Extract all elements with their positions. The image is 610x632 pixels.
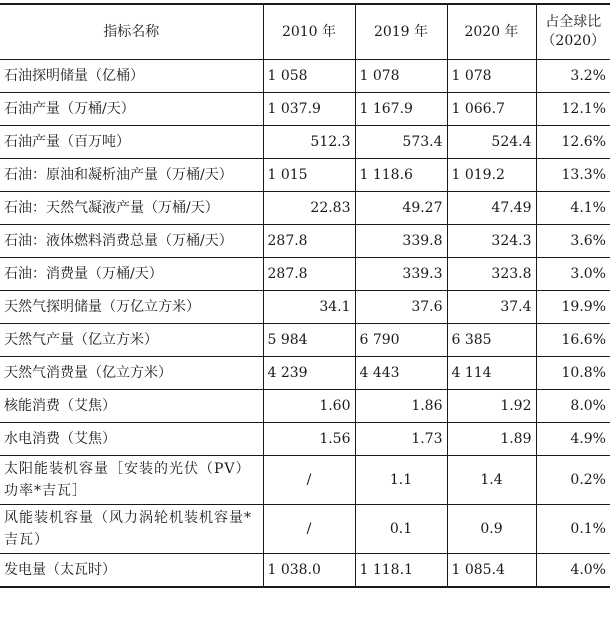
table-row xyxy=(0,60,610,93)
value-2020: 1.89 xyxy=(447,423,536,456)
row-name: 石油：原油和凝析油产量（万桶/天） xyxy=(0,159,263,192)
value-2020: 323.8 xyxy=(447,258,536,291)
row-name: 石油探明储量（亿桶） xyxy=(0,60,263,93)
value-share: 12.1% xyxy=(536,93,610,126)
value-share: 0.2% xyxy=(536,456,610,505)
value-2010: 287.8 xyxy=(263,258,355,291)
value-2019: 4 443 xyxy=(355,357,447,390)
table-row xyxy=(0,159,610,192)
value-2010: 1 058 xyxy=(263,60,355,93)
value-2019: 1.86 xyxy=(355,390,447,423)
value-share: 10.8% xyxy=(536,357,610,390)
value-2010: 1 038.0 xyxy=(263,554,355,588)
row-name: 核能消费（艾焦） xyxy=(0,390,263,423)
value-2020: 37.4 xyxy=(447,291,536,324)
value-2010: 1.60 xyxy=(263,390,355,423)
row-name: 石油：消费量（万桶/天） xyxy=(0,258,263,291)
value-2020: 1 085.4 xyxy=(447,554,536,588)
value-2020: 524.4 xyxy=(447,126,536,159)
energy-indicators-table xyxy=(0,3,610,588)
table-row xyxy=(0,192,610,225)
value-2010: / xyxy=(263,456,355,505)
value-2010: 34.1 xyxy=(263,291,355,324)
value-2020: 0.9 xyxy=(447,505,536,554)
value-2019: 37.6 xyxy=(355,291,447,324)
table-row xyxy=(0,554,610,588)
value-share: 3.2% xyxy=(536,60,610,93)
value-2019: 339.8 xyxy=(355,225,447,258)
value-2020: 1 066.7 xyxy=(447,93,536,126)
table-row xyxy=(0,93,610,126)
table-header-row xyxy=(0,4,610,60)
header-year-2019: 2019 年 xyxy=(355,4,447,60)
value-share: 16.6% xyxy=(536,324,610,357)
table-row xyxy=(0,225,610,258)
value-2020: 1.92 xyxy=(447,390,536,423)
value-share: 4.9% xyxy=(536,423,610,456)
value-2019: 573.4 xyxy=(355,126,447,159)
header-year-2020: 2020 年 xyxy=(447,4,536,60)
value-2020: 1.4 xyxy=(447,456,536,505)
table-row xyxy=(0,126,610,159)
row-name: 天然气探明储量（万亿立方米） xyxy=(0,291,263,324)
value-2019: 0.1 xyxy=(355,505,447,554)
value-2010: 1 015 xyxy=(263,159,355,192)
row-name: 石油：天然气凝液产量（万桶/天） xyxy=(0,192,263,225)
row-name: 天然气消费量（亿立方米） xyxy=(0,357,263,390)
value-2019: 6 790 xyxy=(355,324,447,357)
table-row xyxy=(0,291,610,324)
row-name: 石油产量（百万吨） xyxy=(0,126,263,159)
value-2010: 5 984 xyxy=(263,324,355,357)
value-2020: 4 114 xyxy=(447,357,536,390)
value-2020: 1 019.2 xyxy=(447,159,536,192)
header-global-share-line2: （2020） xyxy=(541,33,606,49)
table-row xyxy=(0,258,610,291)
value-2019: 1 167.9 xyxy=(355,93,447,126)
row-name: 天然气产量（亿立方米） xyxy=(0,324,263,357)
value-share: 3.0% xyxy=(536,258,610,291)
value-share: 8.0% xyxy=(536,390,610,423)
header-indicator-name: 指标名称 xyxy=(0,4,263,60)
value-2010: 512.3 xyxy=(263,126,355,159)
value-share: 12.6% xyxy=(536,126,610,159)
value-2020: 1 078 xyxy=(447,60,536,93)
value-2020: 6 385 xyxy=(447,324,536,357)
value-2010: 4 239 xyxy=(263,357,355,390)
value-2019: 1.1 xyxy=(355,456,447,505)
value-2010: / xyxy=(263,505,355,554)
value-2019: 1 078 xyxy=(355,60,447,93)
table-row xyxy=(0,357,610,390)
value-2010: 1 037.9 xyxy=(263,93,355,126)
value-2010: 1.56 xyxy=(263,423,355,456)
header-year-2010: 2010 年 xyxy=(263,4,355,60)
value-2020: 324.3 xyxy=(447,225,536,258)
value-2010: 22.83 xyxy=(263,192,355,225)
value-2019: 1 118.6 xyxy=(355,159,447,192)
value-share: 4.0% xyxy=(536,554,610,588)
table-row xyxy=(0,324,610,357)
row-name: 石油：液体燃料消费总量（万桶/天） xyxy=(0,225,263,258)
value-2019: 49.27 xyxy=(355,192,447,225)
value-2019: 1.73 xyxy=(355,423,447,456)
row-name: 发电量（太瓦时） xyxy=(0,554,263,588)
value-share: 13.3% xyxy=(536,159,610,192)
value-share: 19.9% xyxy=(536,291,610,324)
value-share: 0.1% xyxy=(536,505,610,554)
header-global-share-line1: 占全球比 xyxy=(545,14,602,30)
row-name: 石油产量（万桶/天） xyxy=(0,93,263,126)
value-2019: 1 118.1 xyxy=(355,554,447,588)
row-name: 水电消费（艾焦） xyxy=(0,423,263,456)
value-2020: 47.49 xyxy=(447,192,536,225)
row-name: 风能装机容量（风力涡轮机装机容量*吉瓦） xyxy=(0,505,263,554)
value-2019: 339.3 xyxy=(355,258,447,291)
value-share: 3.6% xyxy=(536,225,610,258)
row-name: 太阳能装机容量［安装的光伏（PV）功率*吉瓦］ xyxy=(0,456,263,505)
table-row xyxy=(0,505,610,554)
table-row xyxy=(0,456,610,505)
value-share: 4.1% xyxy=(536,192,610,225)
table-row xyxy=(0,390,610,423)
table-row xyxy=(0,423,610,456)
value-2010: 287.8 xyxy=(263,225,355,258)
header-global-share xyxy=(536,4,610,60)
